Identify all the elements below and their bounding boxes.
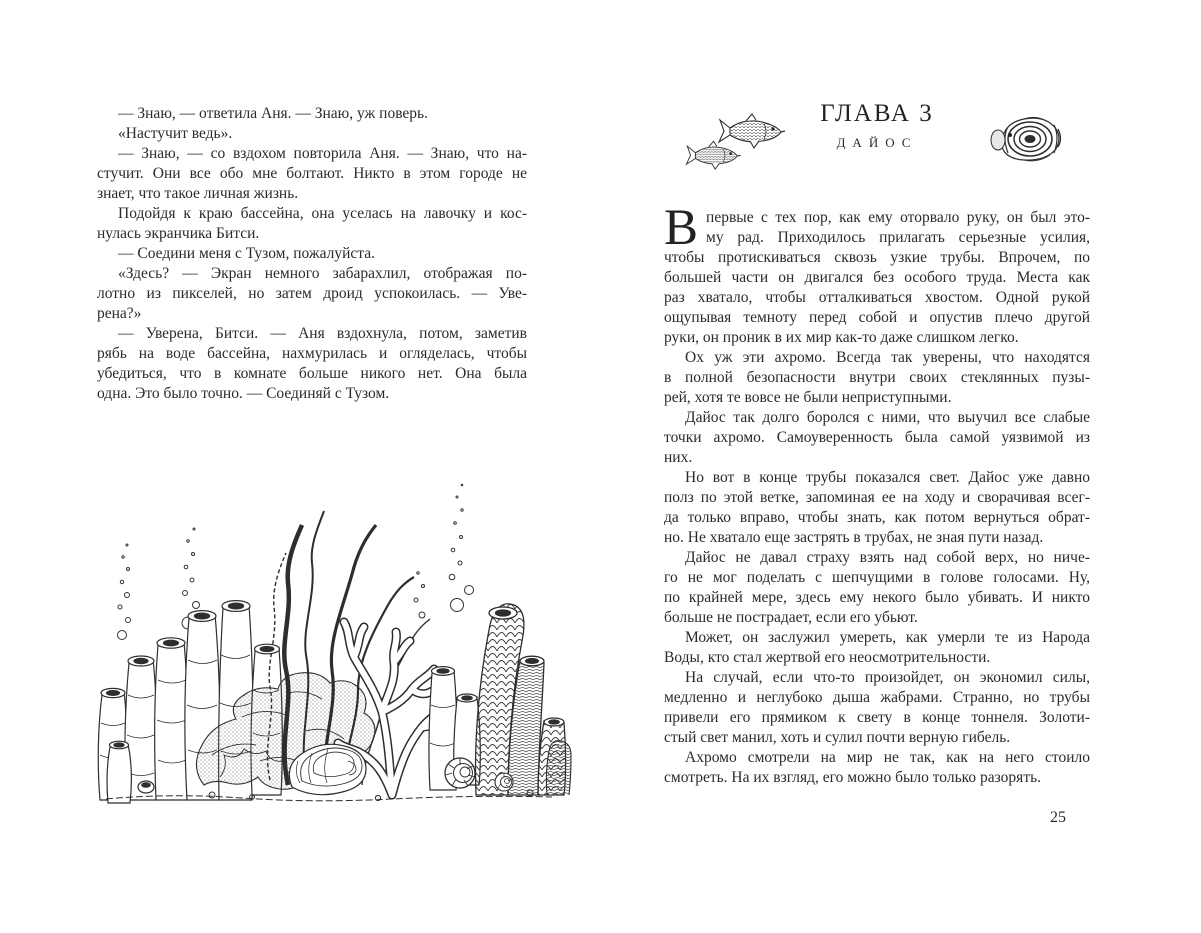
- text-line: стый свет манил, хоть и сулил почти верную гибель.: [664, 729, 1011, 746]
- paragraph: [664, 748, 1090, 788]
- paragraph: [97, 144, 527, 204]
- text-line: знает, что такое личная жизнь.: [97, 185, 299, 202]
- bubbles: [118, 484, 474, 639]
- text-line: — Знаю, — со вздохом повторила Аня. — Знаю, что на-: [118, 145, 527, 162]
- text-line: Но вот в конце трубы показался свет. Дайос уже давно: [685, 469, 1090, 486]
- fish-small: [686, 141, 740, 169]
- paragraph: [97, 124, 527, 144]
- chapter-subtitle: ДАЙОС: [836, 135, 918, 150]
- text-line: в полной безопасности внутри своих стеклянных пузы-: [664, 369, 1090, 386]
- text-line: му рад. Приходилось прилагать серьезные усилия,: [706, 229, 1090, 246]
- text-line: Воды, кто стал жертвой его неосмотрительности.: [664, 649, 991, 666]
- text-line: го не мог поделать с шепчущими в голове голосами. Ну,: [664, 569, 1090, 586]
- text-line: — Знаю, — ответила Аня. — Знаю, уж поверь.: [118, 105, 428, 122]
- text-line: да только вправо, чтобы знать, как потом вернуться обрат-: [664, 509, 1090, 526]
- text-line: полз по этой ветке, запоминая ее на ходу и сворачивая всег-: [664, 489, 1090, 506]
- text-line: них.: [664, 449, 693, 466]
- text-line: Ох уж эти ахромо. Всегда так уверены, что находятся: [685, 349, 1090, 366]
- text-line: рей, хотя те вовсе не были неприступными.: [664, 389, 952, 406]
- text-line: лотно из пикселей, но затем дроид успокоилась. — Уве-: [97, 285, 527, 302]
- text-line: Ахромо смотрели на мир не так, как на него стоило: [685, 749, 1090, 766]
- text-line: Дайос не давал страху взять над собой верх, но ниче-: [685, 549, 1090, 566]
- paragraph: [664, 200, 1090, 348]
- paragraph: [664, 628, 1090, 668]
- text-line: Подойдя к краю бассейна, она уселась на лавочку и кос-: [118, 205, 527, 222]
- chapter-title: ГЛАВА 3: [820, 100, 934, 127]
- text-line: ощупывая темноту перед собой и опустив плечо другой: [664, 309, 1090, 326]
- text-line: рена?»: [97, 305, 142, 322]
- text-line: точки ахромо. Самоуверенность была самой уязвимой из: [664, 429, 1090, 446]
- text-line: привели его прямиком к свету в конце тоннеля. Золоти-: [664, 709, 1090, 726]
- tube-sponges-right: [476, 604, 571, 795]
- drop-cap: В: [664, 200, 699, 256]
- text-line: — Уверена, Битси. — Аня вздохнула, потом, заметив: [118, 325, 527, 342]
- text-line: стучит. Они все обо мне болтают. Никто в этом городе не: [97, 165, 527, 182]
- fish-pair-illustration: [684, 110, 792, 174]
- text-line: раз хватало, чтобы отталкиваться хвостом. Одной рукой: [664, 289, 1090, 306]
- paragraph: [664, 668, 1090, 748]
- text-line: «Настучит ведь».: [118, 125, 233, 142]
- paragraph: [664, 468, 1090, 548]
- text-line: — Соедини меня с Тузом, пожалуйста.: [118, 245, 375, 262]
- paragraph: [664, 548, 1090, 628]
- text-line: больше не пострадает, если его убьют.: [664, 609, 918, 626]
- text-line: но. Не хватало еще застрять в трубах, не зная пути назад.: [664, 529, 1044, 546]
- text-line: руки, он проник в их мир как-то даже слишком легко.: [664, 329, 1019, 346]
- text-line: по крайней мере, здесь ему некого было убивать. И никто: [664, 589, 1090, 606]
- page-number: 25: [1050, 809, 1066, 826]
- angelfish-illustration: [984, 111, 1066, 169]
- coral-reef-illustration: [92, 455, 574, 810]
- text-line: убедиться, что в комнате больше никого нет. Она была: [97, 365, 527, 382]
- fish-large: [719, 114, 785, 148]
- text-line: нулась экранчика Битси.: [97, 225, 260, 242]
- left-page-text: [97, 104, 527, 404]
- text-line: одна. Это было точно. — Соединяй с Тузом.: [97, 385, 390, 402]
- text-line: Дайос так долго боролся с ними, что выучил все слабые: [685, 409, 1090, 426]
- text-line: первые с тех пор, как ему оторвало руку, он был это-: [706, 209, 1090, 226]
- paragraph: [97, 204, 527, 244]
- text-line: Может, он заслужил умереть, как умерли те из Народа: [685, 629, 1090, 646]
- right-page-text: [664, 200, 1090, 788]
- paragraph: [97, 324, 527, 404]
- text-line: медленно и неглубоко дыша жабрами. Странно, но трубы: [664, 689, 1090, 706]
- paragraph: [97, 264, 527, 324]
- text-line: «Здесь? — Экран немного забарахлил, отображая по-: [118, 265, 527, 282]
- paragraph: [97, 104, 527, 124]
- text-line: чтобы протискиваться сквозь узкие трубы. Впрочем, по: [664, 249, 1090, 266]
- paragraph: [97, 244, 527, 264]
- paragraph: [664, 348, 1090, 408]
- paragraph: [664, 408, 1090, 468]
- text-line: рябь на воде бассейна, нахмурилась и огляделась, чтобы: [97, 345, 527, 362]
- text-line: смотреть. На их взгляд, его можно было только разорять.: [664, 769, 1042, 786]
- text-line: На случай, если что-то произойдет, он экономил силы,: [685, 669, 1090, 686]
- text-line: большей части он двигался без особого труда. Места как: [664, 269, 1090, 286]
